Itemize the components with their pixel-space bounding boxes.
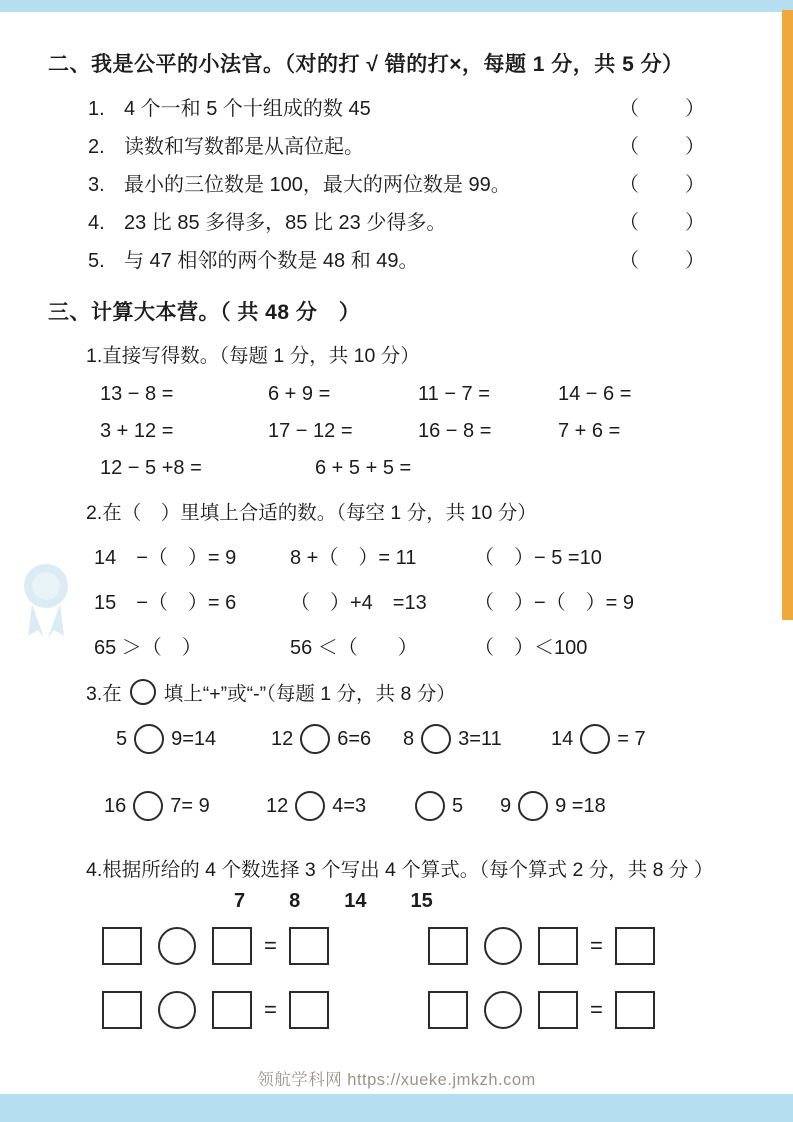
operator-circle <box>421 724 451 754</box>
equation-template-row <box>102 991 735 1029</box>
equation-pre: 14 <box>551 727 574 750</box>
equation: 56 ＜（ ） <box>290 637 418 659</box>
section2-title: 二、我是公平的小法官。（对的打 √ 错的打×，每题 1 分，共 5 分） <box>48 53 684 76</box>
equation: 7 + 6 = <box>558 420 621 442</box>
judge-item-3 <box>88 168 735 206</box>
operator-equation <box>104 791 266 821</box>
operator-circle <box>415 791 445 821</box>
given-number: 15 <box>410 890 433 912</box>
equation: （ ）＜100 <box>474 637 588 659</box>
fill-row <box>94 533 735 578</box>
operator-row <box>116 718 735 760</box>
answer-box <box>289 991 329 1029</box>
number-box <box>428 927 468 965</box>
bottom-border-bar <box>0 1094 793 1122</box>
equation: 14 − 6 = <box>558 383 632 405</box>
equation: （ ）+4 =13 <box>290 592 427 614</box>
operator-circle <box>300 724 330 754</box>
equation-template <box>102 927 380 965</box>
operator-circle <box>518 791 548 821</box>
fill-row <box>94 578 735 623</box>
fill-row <box>94 623 735 668</box>
item-text: 4 个一和 5 个十组成的数 45 <box>124 98 371 120</box>
right-accent-stripe <box>782 10 793 620</box>
equation-pre: 5 <box>116 727 128 750</box>
equation-post: 3=11 <box>458 727 502 750</box>
sub2-header: 2.在（ ）里填上合适的数。（每空 1 分，共 10 分） <box>86 502 537 524</box>
equation-post: 9=14 <box>171 727 217 750</box>
calc-rows <box>100 376 735 487</box>
number-box <box>538 991 578 1029</box>
equation: 12 − 5 +8 = <box>100 457 202 479</box>
equation: 16 − 8 = <box>418 420 492 442</box>
item-number: 3. <box>88 174 105 196</box>
site-footer: 领航学科网 https://xueke.jmkzh.com <box>257 1071 536 1089</box>
equation: 15 −（ ）= 6 <box>94 592 237 614</box>
equals-sign: = <box>264 997 277 1022</box>
equation-post: = 7 <box>617 727 646 750</box>
operator-circle <box>580 724 610 754</box>
judge-list <box>88 92 735 282</box>
given-number: 7 <box>234 890 246 912</box>
equation-post: 7= 9 <box>170 794 210 817</box>
equation-post: 9 =18 <box>555 794 606 817</box>
item-text: 读数和写数都是从高位起。 <box>124 136 364 158</box>
answer-bracket: （ ） <box>619 174 707 196</box>
number-box <box>102 927 142 965</box>
equation: 65 ＞（ ） <box>94 637 202 659</box>
operator-circle <box>158 991 196 1029</box>
equals-sign: = <box>590 933 603 958</box>
equation: 6 + 9 = <box>268 383 331 405</box>
operator-circle <box>295 791 325 821</box>
equation: 8 +（ ）= 11 <box>290 547 417 569</box>
calc-row <box>100 413 735 450</box>
judge-item-4 <box>88 206 735 244</box>
equation: 14 −（ ）= 9 <box>94 547 237 569</box>
operator-circle <box>130 679 156 705</box>
equation-template <box>102 991 380 1029</box>
sub3-header-pre: 3.在 <box>86 683 122 705</box>
operator-equation <box>266 791 408 821</box>
equation-pre: 8 <box>403 727 415 750</box>
item-text: 23 比 85 多得多，85 比 23 少得多。 <box>124 212 447 234</box>
operator-equation <box>403 724 551 754</box>
number-box <box>538 927 578 965</box>
operator-row <box>104 784 735 828</box>
equation-template-rows <box>102 927 735 1029</box>
operator-equation <box>500 791 606 821</box>
operator-equation <box>551 724 646 754</box>
equals-sign: = <box>264 933 277 958</box>
answer-box <box>615 927 655 965</box>
operator-circle <box>484 991 522 1029</box>
operator-rows <box>48 718 735 828</box>
number-box <box>428 991 468 1029</box>
number-box <box>102 991 142 1029</box>
operator-equation <box>271 724 403 754</box>
equation-template <box>428 991 655 1029</box>
sub4-header: 4.根据所给的 4 个数选择 3 个写出 4 个算式。（每个算式 2 分，共 8 分 ） <box>86 859 714 881</box>
given-numbers <box>234 890 735 913</box>
item-text: 最小的三位数是 100，最大的两位数是 99。 <box>124 174 511 196</box>
judge-item-1 <box>88 92 735 130</box>
operator-equation <box>116 724 271 754</box>
answer-box <box>615 991 655 1029</box>
answer-bracket: （ ） <box>619 212 707 234</box>
equation-pre: 12 <box>266 794 289 817</box>
number-box <box>212 991 252 1029</box>
operator-circle <box>158 927 196 965</box>
given-number: 8 <box>289 890 301 912</box>
equation: 13 − 8 = <box>100 383 174 405</box>
number-box <box>212 927 252 965</box>
sub3-header <box>86 678 735 706</box>
answer-bracket: （ ） <box>619 98 707 120</box>
calc-row <box>100 376 735 413</box>
given-number: 14 <box>344 890 367 912</box>
fill-rows <box>94 533 735 668</box>
operator-circle <box>484 927 522 965</box>
operator-circle <box>134 724 164 754</box>
judge-item-2 <box>88 130 735 168</box>
equation-pre: 12 <box>271 727 294 750</box>
equals-sign: = <box>590 997 603 1022</box>
item-number: 2. <box>88 136 105 158</box>
equation-post: 4=3 <box>332 794 367 817</box>
equation-template-row <box>102 927 735 965</box>
sub3-header-post: 填上“+”或“-”（每题 1 分，共 8 分） <box>163 683 456 705</box>
answer-bracket: （ ） <box>619 136 707 158</box>
equation-post: 5 <box>452 794 464 817</box>
operator-circle <box>133 791 163 821</box>
top-border-bar <box>0 0 793 12</box>
item-number: 4. <box>88 212 105 234</box>
worksheet-content <box>48 48 735 1029</box>
equation: 17 − 12 = <box>268 420 353 442</box>
judge-item-5 <box>88 244 735 282</box>
equation: 3 + 12 = <box>100 420 174 442</box>
equation-pre: 9 <box>500 794 512 817</box>
item-number: 1. <box>88 98 105 120</box>
equation: 6 + 5 + 5 = <box>315 457 412 479</box>
equation: 11 − 7 = <box>418 383 490 405</box>
equation: （ ）− 5 =10 <box>474 547 602 569</box>
equation: （ ）−（ ）= 9 <box>474 592 635 614</box>
sub1-header: 1.直接写得数。（每题 1 分，共 10 分） <box>86 345 420 367</box>
equation-post: 6=6 <box>337 727 372 750</box>
equation-pre: 16 <box>104 794 127 817</box>
operator-equation <box>408 791 500 821</box>
answer-box <box>289 927 329 965</box>
equation-template <box>428 927 655 965</box>
calc-row <box>100 450 735 487</box>
item-number: 5. <box>88 250 105 272</box>
item-text: 与 47 相邻的两个数是 48 和 49。 <box>124 250 419 272</box>
answer-bracket: （ ） <box>619 250 707 272</box>
section3-title: 三、计算大本营。（ 共 48 分 ） <box>48 301 361 324</box>
